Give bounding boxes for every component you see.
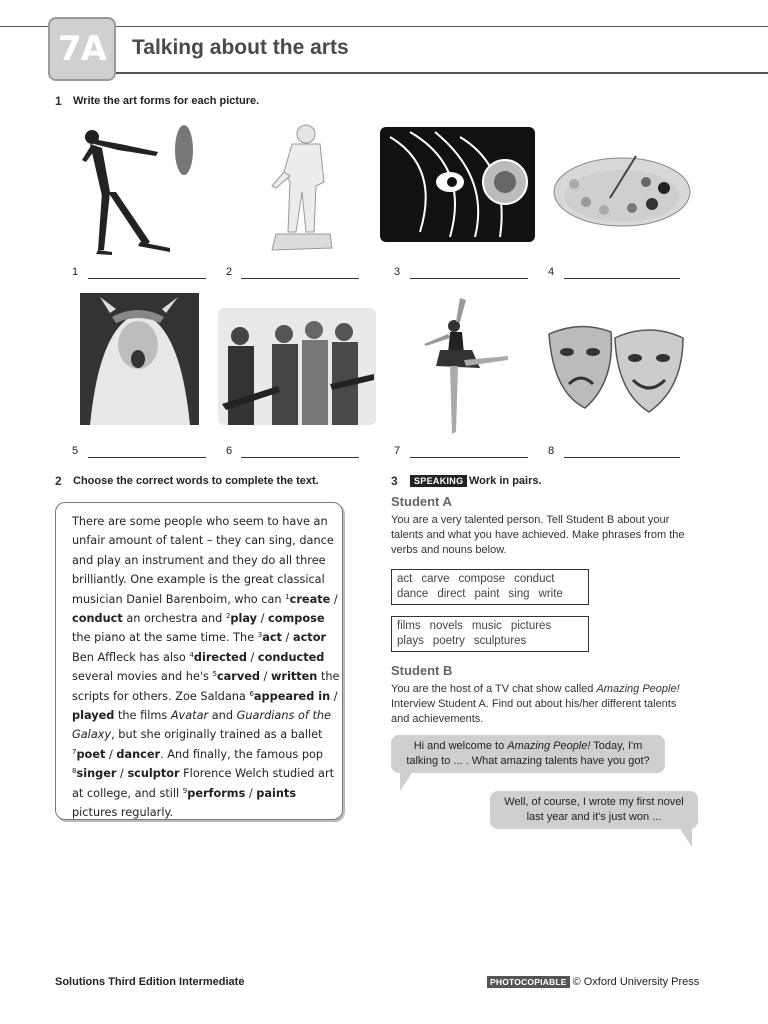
student-a-text: You are a very talented person. Tell Student B about your talents and what you have achieved. Make phrases from the verbs and nouns below.	[391, 514, 685, 556]
option-dancer[interactable]: dancer	[116, 747, 161, 761]
reading-text: There are some people who seem to have an unfair amount of talent – they can sing, dance and play an instrument and they do all three brilliantly. One example is the great classical musician Daniel Barenboim, who can $^1$create / conduct an orchestra and $^2$play / compose the piano at the same time. The $^3$act / actor Ben Affleck has also $^4$directed / conducted several movies and he's $^5$carved / written the scripts for others. Zoe Saldana $^6$appeared in / played the films Avatar and Guardians of the Galaxy, but she originally trained as a ballet $^7$poet / dancer. And finally, the famous pop $^8$singer / sculptor Florence Welch studied art at college, and still $^9$performs / paints pictures regularly.	[72, 515, 340, 820]
verb-word: conduct	[514, 573, 555, 585]
nouns-row-2	[397, 634, 583, 649]
option-poet[interactable]: poet	[76, 747, 106, 761]
option-actor[interactable]: actor	[292, 631, 327, 645]
student-b-text: You are the host of a TV chat show called Amazing People! Interview Student A. Find out about his/her different talents and achievements.	[391, 683, 680, 725]
speech-bubble-host: Hi and welcome to Amazing People! Today, I'm talking to ... . What amazing talents have you got?	[391, 735, 665, 773]
answer-blank-5[interactable]	[72, 445, 206, 459]
gap-number-8: 8	[72, 767, 77, 776]
speech-bubble-host-tail	[400, 773, 412, 791]
noun-word: sculptures	[473, 635, 527, 647]
option-conducted[interactable]: conducted	[257, 650, 325, 664]
sculpture-image	[262, 122, 338, 256]
answer-blank-3[interactable]	[394, 266, 528, 280]
nouns-box	[391, 616, 589, 652]
option-conduct[interactable]: conduct	[72, 612, 123, 626]
answer-blank-1[interactable]	[72, 266, 206, 280]
verb-word: paint	[474, 588, 500, 600]
verbs-row-2	[397, 587, 583, 602]
verb-word: sing	[508, 588, 530, 600]
comic-drawing-image	[380, 127, 535, 242]
option-sculptor[interactable]: sculptor	[127, 767, 180, 781]
option-written[interactable]: written	[270, 670, 318, 684]
answer-line	[241, 278, 359, 279]
gap-number-2: 2	[225, 612, 231, 621]
item-number: 2	[226, 266, 233, 278]
option-play[interactable]: play	[230, 612, 258, 626]
verb-word: write	[538, 588, 563, 600]
option-paints[interactable]: paints	[256, 786, 297, 800]
theatre-masks-image	[545, 322, 687, 414]
answer-line	[88, 278, 206, 279]
exercise-1-number: 1	[55, 94, 62, 108]
verb-word: direct	[437, 588, 466, 600]
answer-blank-2[interactable]	[226, 266, 360, 280]
item-number: 5	[72, 445, 79, 457]
band-image	[218, 308, 376, 425]
answer-blank-6[interactable]	[226, 445, 360, 459]
nouns-row-1	[397, 619, 583, 634]
gap-number-5: 5	[212, 670, 217, 679]
speech-bubble-guest: Well, of course, I wrote my first novel last year and it's just won ...	[490, 791, 698, 829]
answer-blank-4[interactable]	[548, 266, 682, 280]
verb-word: act	[397, 573, 413, 585]
option-compose[interactable]: compose	[268, 612, 325, 626]
answer-line	[241, 457, 359, 458]
student-a-heading: Student A	[391, 494, 452, 509]
option-performs[interactable]: performs	[187, 786, 246, 800]
gap-number-1: 1	[285, 592, 290, 601]
verb-word: compose	[458, 573, 506, 585]
student-b-heading: Student B	[391, 663, 453, 678]
photocopiable-badge: PHOTOCOPIABLE	[487, 976, 570, 988]
option-create[interactable]: create	[289, 592, 331, 606]
item-number: 3	[394, 266, 401, 278]
item-number: 6	[226, 445, 233, 457]
option-act[interactable]: act	[262, 631, 282, 645]
item-number: 8	[548, 445, 555, 457]
option-directed[interactable]: directed	[193, 650, 247, 664]
item-number: 4	[548, 266, 555, 278]
copyright-text: © Oxford University Press	[572, 976, 700, 988]
exercise-2-number: 2	[55, 474, 62, 488]
noun-word: pictures	[510, 620, 552, 632]
verb-word: dance	[397, 588, 429, 600]
noun-word: plays	[397, 635, 424, 647]
verbs-box	[391, 569, 589, 605]
gap-number-6: 6	[249, 689, 254, 698]
opera-singer-image	[80, 293, 199, 425]
paint-palette-image	[552, 152, 692, 232]
unit-badge: 7A	[48, 17, 116, 81]
exercise-1-instruction: Write the art forms for each picture.	[73, 95, 260, 107]
speaking-badge: SPEAKING	[410, 475, 467, 487]
option-carved[interactable]: carved	[216, 670, 260, 684]
mime-performer-image	[78, 122, 200, 258]
verbs-row-1	[397, 572, 583, 587]
gap-number-7: 7	[72, 747, 77, 756]
answer-line	[564, 457, 680, 458]
answer-line	[410, 278, 528, 279]
footer-book-title: Solutions Third Edition Intermediate	[55, 976, 245, 988]
exercise-3-instruction: Work in pairs.	[469, 475, 542, 487]
item-number: 1	[72, 266, 79, 278]
answer-blank-8[interactable]	[548, 445, 682, 459]
verb-word: carve	[421, 573, 450, 585]
option-appeared-in[interactable]: appeared in	[253, 689, 331, 703]
exercise-2-instruction: Choose the correct words to complete the text.	[73, 475, 319, 487]
gap-number-9: 9	[182, 786, 188, 795]
gap-number-3: 3	[257, 631, 263, 640]
exercise-3-number: 3	[391, 474, 398, 488]
noun-word: music	[471, 620, 502, 632]
item-number: 7	[394, 445, 401, 457]
noun-word: films	[397, 620, 421, 632]
option-played[interactable]: played	[72, 709, 115, 723]
ballet-dancer-image	[420, 292, 512, 438]
option-singer[interactable]: singer	[76, 767, 117, 781]
answer-blank-7[interactable]	[394, 445, 528, 459]
answer-line	[564, 278, 680, 279]
answer-line	[410, 457, 528, 458]
page-title: Talking about the arts	[132, 36, 349, 59]
answer-line	[88, 457, 206, 458]
noun-word: novels	[429, 620, 463, 632]
speech-bubble-guest-tail	[680, 829, 692, 847]
header-rule	[48, 72, 768, 74]
gap-number-4: 4	[189, 650, 194, 659]
noun-word: poetry	[432, 635, 465, 647]
footer-copyright	[487, 976, 699, 988]
